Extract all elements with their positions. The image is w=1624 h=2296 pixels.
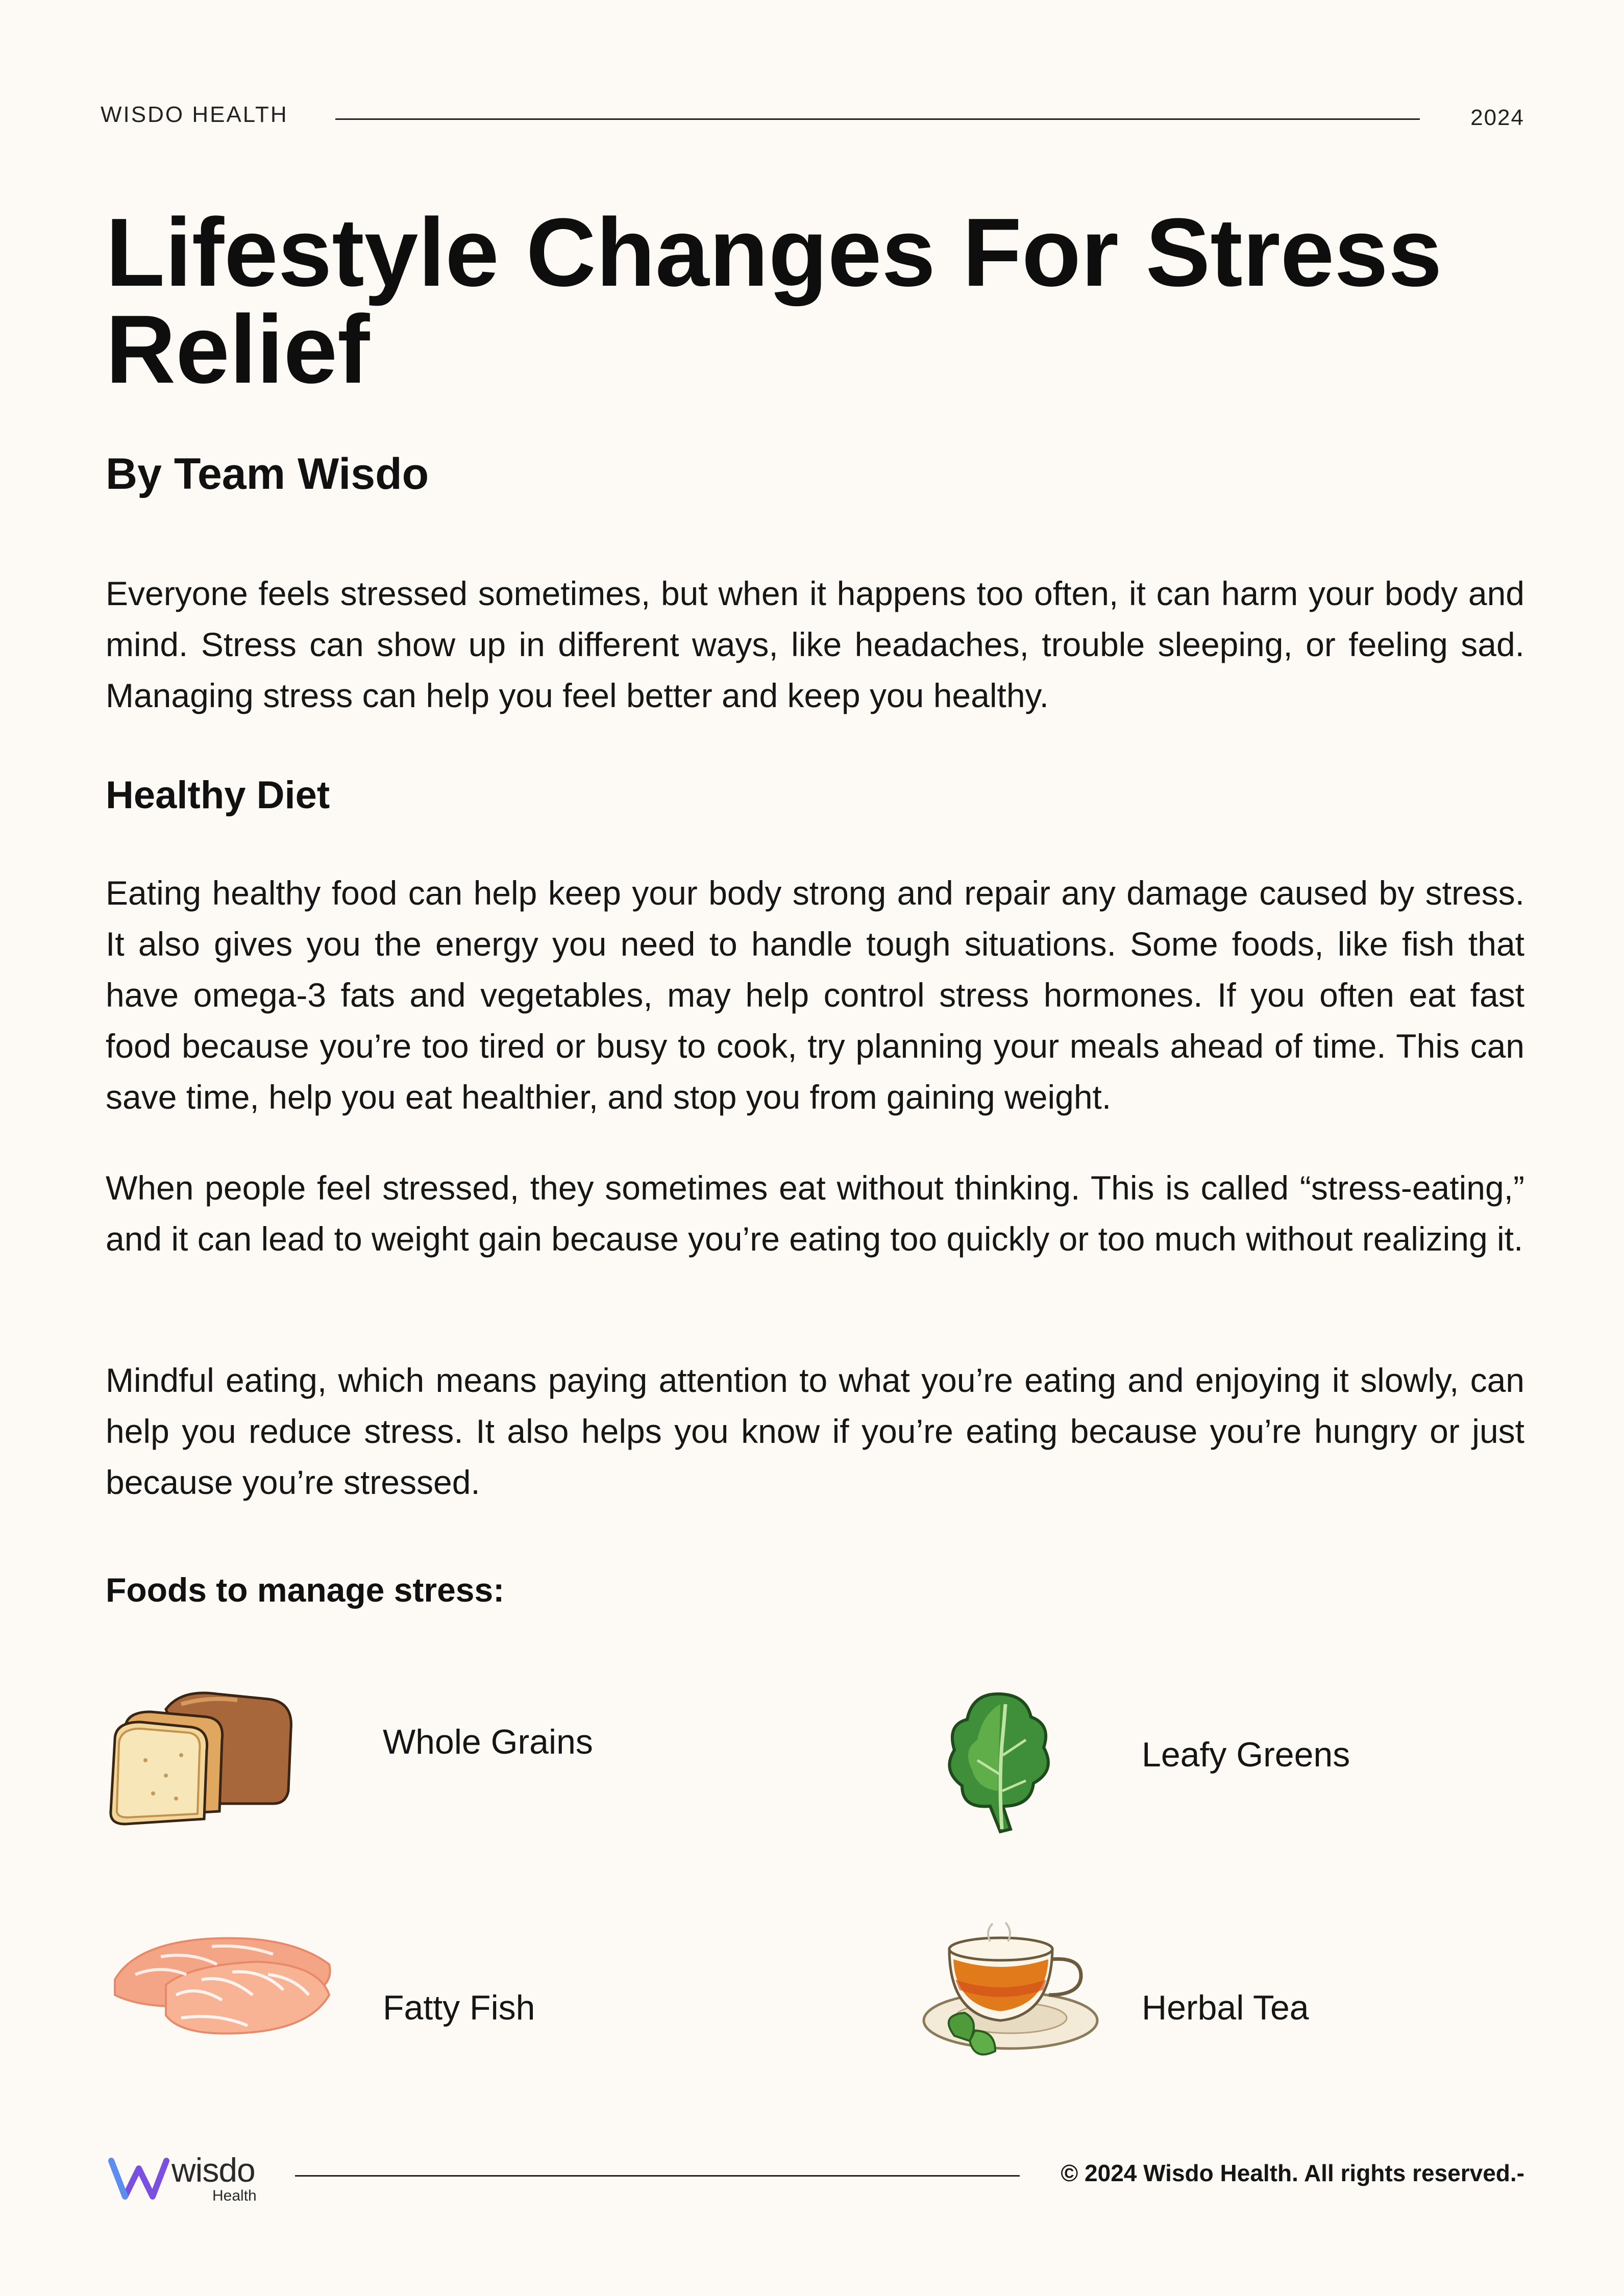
bread-icon [105,1689,299,1832]
diet-paragraph-3: Mindful eating, which means paying attention to what you’re eating and enjoying it slowly, can help you reduce stress. It also helps you know if you’re eating because you’re hungry or just because you’re stressed. [106,1361,1524,1501]
byline: By Team Wisdo [106,450,429,498]
page-header [101,102,1524,133]
header-year: 2024 [1470,105,1524,130]
food-label: Leafy Greens [1142,1735,1350,1774]
footer-logo [107,2151,270,2207]
logo-wordmark: wisdo [171,2151,255,2189]
diet-paragraph-2: When people feel stressed, they sometimes eat without thinking. This is called “stress-eating,” and it can lead to weight gain because you’re eating too quickly or too much without realizing it. [106,1169,1524,1258]
footer-divider [295,2175,1020,2177]
foods-heading: Foods to manage stress: [106,1571,505,1609]
food-label: Herbal Tea [1142,1988,1309,2027]
tea-cup-icon [919,1918,1102,2072]
wisdo-logo-icon [107,2156,171,2202]
diet-paragraph-1: Eating healthy food can help keep your body strong and repair any damage caused by stress. It also gives you the energy you need to handle tough situations. Some foods, like fish that have omega-3 fats and vegetables, may help control stress hormones. If you often eat fast food because you’re too tired or busy to cook, try planning your meals ahead of time. This can save time, help you eat healthier, and stop you from gaining weight. [106,874,1524,1116]
intro-paragraph: Everyone feels stressed sometimes, but when it happens too often, it can harm your body and mind. Stress can show up in different ways, like headaches, trouble sleeping, or feeling sad. Managing stress can help you feel better and keep you healthy. [106,575,1524,714]
header-divider [335,118,1420,120]
leafy-greens-icon [942,1684,1059,1837]
header-brand: WISDO HEALTH [101,102,288,127]
section-heading-healthy-diet: Healthy Diet [106,773,330,817]
food-label: Fatty Fish [383,1988,535,2027]
food-label: Whole Grains [383,1723,593,1761]
salmon-icon [105,1924,337,2041]
logo-subtext: Health [212,2187,257,2204]
copyright-notice: © 2024 Wisdo Health. All rights reserved.- [1061,2160,1524,2186]
page-title: Lifestyle Changes For Stress Relief [106,198,1442,404]
